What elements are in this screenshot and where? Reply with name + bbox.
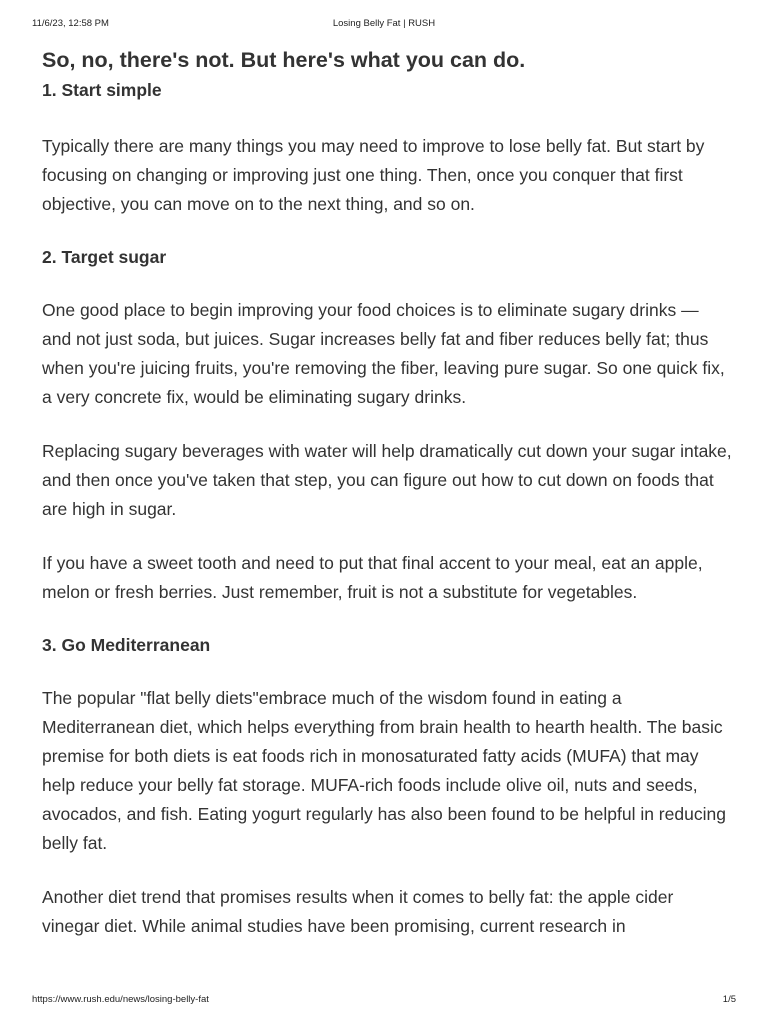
article-heading: So, no, there's not. But here's what you can do. [42,48,526,72]
paragraph: One good place to begin improving your food choices is to eliminate sugary drinks — and not just soda, but juices. Sugar increases belly fat and fiber reduces belly fat; thus when you're juicing fruits, you're removing the fiber, leaving pure sugar. So one quick fix, a very concrete fix, would be eliminating sugary drinks. [42,300,725,407]
paragraph: The popular "flat belly diets"embrace much of the wisdom found in eating a Mediterranean diet, which helps everything from brain health to hearth health. The basic premise for both diets is eat foods rich in monosaturated fatty acids (MUFA) that may help reduce your belly fat storage. MUFA-rich foods include olive oil, nuts and seeds, avocados, and fish. Eating yogurt regularly has also been found to be helpful in reducing belly fat. [42,688,726,853]
page-number: 1/5 [722,994,736,1005]
section-heading-go-mediterranean: 3. Go Mediterranean [42,635,211,655]
print-page-title: Losing Belly Fat | RUSH [332,18,436,29]
print-header [32,18,736,32]
paragraph: If you have a sweet tooth and need to put that final accent to your meal, eat an apple, melon or fresh berries. Just remember, fruit is not a substitute for vegetables. [42,553,703,602]
page-url: https://www.rush.edu/news/losing-belly-fat [32,994,209,1005]
paragraph: Another diet trend that promises results when it comes to belly fat: the apple cider vinegar diet. While animal studies have been promising, current research in [42,887,674,936]
print-datetime: 11/6/23, 12:58 PM [32,18,109,29]
paragraph: Typically there are many things you may need to improve to lose belly fat. But start by focusing on changing or improving just one thing. Then, once you conquer that first objective, you can move on to the next thing, and so on. [42,136,705,214]
print-footer [32,994,736,1008]
article-content [42,44,732,941]
paragraph: Replacing sugary beverages with water will help dramatically cut down your sugar intake, and then once you've taken that step, you can figure out how to cut down on foods that are high in sugar. [42,441,732,519]
section-heading-target-sugar: 2. Target sugar [42,247,167,267]
section-heading-start-simple: 1. Start simple [42,80,162,100]
